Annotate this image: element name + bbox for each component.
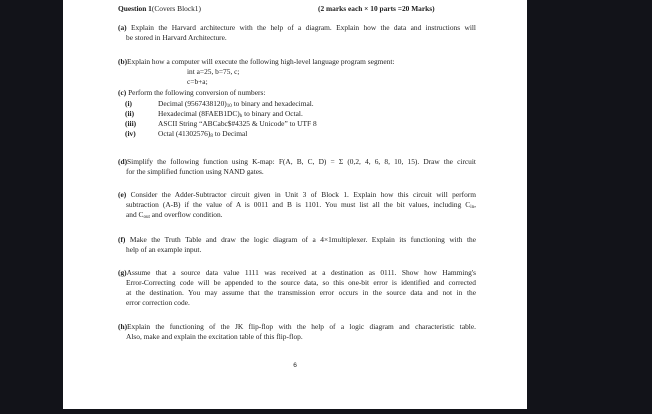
part-d-line-2: for the simplified function using NAND gates. xyxy=(126,167,264,176)
conversion-num-2: (ii) xyxy=(125,109,135,118)
part-b-label: (b) xyxy=(118,57,128,66)
part-f-label: (f) xyxy=(118,235,126,244)
punctuation: , xyxy=(474,200,476,209)
conversion-text: Decimal (9567438120) xyxy=(158,99,227,108)
part-c-label: (c) xyxy=(118,88,127,97)
carry-out-subscript: out xyxy=(143,215,150,220)
conversion-num-3: (iii) xyxy=(125,119,137,128)
code-line-1: int a=25, b=75, c; xyxy=(187,67,240,76)
conversion-text: Hexadecimal (8FAEB1DC) xyxy=(158,109,240,118)
carry-in-subscript: in xyxy=(470,205,475,210)
base-subscript: h xyxy=(239,114,243,119)
part-d-label: (d) xyxy=(118,157,128,166)
marks-info: (2 marks each × 10 parts =20 Marks) xyxy=(318,4,435,13)
part-c-text: Perform the following conversion of numbers: xyxy=(128,88,266,97)
part-e-line-2-text: subtraction (A-B) if the value of A is 0011 and B is 1101. You must list all the bit values, including C xyxy=(126,200,471,209)
code-line-2: c=b+a; xyxy=(187,77,208,86)
conversion-item-2 xyxy=(158,109,303,119)
part-g-label: (g) xyxy=(118,268,127,277)
part-b-text: Explain how a computer will execute the following high-level language program segment: xyxy=(127,57,395,66)
question-header xyxy=(118,4,201,14)
part-e-line-3-text: and C xyxy=(126,210,144,219)
conversion-num-4: (iv) xyxy=(125,129,136,138)
question-title: Question 1 xyxy=(118,4,152,13)
conversion-target: to binary and Octal. xyxy=(242,109,303,118)
part-g-line-4: error correction code. xyxy=(126,298,190,307)
conversion-target: to binary and hexadecimal. xyxy=(231,99,314,108)
part-e-line-3 xyxy=(118,210,476,220)
part-e-line-3-end: and overflow condition. xyxy=(149,210,223,219)
question-scope: (Covers Block1) xyxy=(151,4,201,13)
conversion-text: Octal (41302576) xyxy=(158,129,211,138)
document-page xyxy=(63,0,527,409)
part-e-line-2 xyxy=(118,200,476,210)
part-e-label: (e) xyxy=(118,190,127,199)
part-e-line-1: Consider the Adder-Subtractor circuit given in Unit 3 of Block 1. Explain how this circuit will perform xyxy=(130,190,476,199)
part-f-line-1: Make the Truth Table and draw the logic diagram of a 4×1multiplexer. Explain its functioning with the xyxy=(129,235,476,244)
base-subscript: 10 xyxy=(226,104,232,109)
part-f-line-2: help of an example input. xyxy=(126,245,202,254)
part-a-label: (a) xyxy=(118,23,127,32)
part-h xyxy=(118,322,476,342)
part-g-line-3: at the destination. You may assume that the transmission error occurs in the source data and not in the xyxy=(126,288,476,297)
conversion-text: ASCII String “ABCabc$#4325 & Unicode” to UTF 8 xyxy=(158,119,317,128)
conversion-item-4 xyxy=(158,129,247,139)
conversion-target: to Decimal xyxy=(212,129,248,138)
part-a-line-2: be stored in Harvard Architecture. xyxy=(126,33,227,42)
part-d-line-1: Simplify the following function using K-map: F(A, B, C, D) = Σ (0,2, 4, 6, 8, 10, 15). Draw the circuit xyxy=(127,157,476,166)
part-b xyxy=(118,57,394,67)
part-d xyxy=(118,157,476,177)
part-h-line-1: Explain the functioning of the JK flip-flop with the help of a logic diagram and characteristic table. xyxy=(127,322,476,331)
part-c xyxy=(118,88,265,98)
part-a-line-1: Explain the Harvard architecture with the help of a diagram. Explain how the data and instructions will xyxy=(131,23,476,32)
conversion-item-3 xyxy=(158,119,317,129)
part-g-line-1: Assume that a source data value 1111 was received at a destination as 0111. Show how Hamming's xyxy=(126,268,476,277)
conversion-item-1 xyxy=(158,99,314,109)
part-h-label: (h) xyxy=(118,322,128,331)
part-f xyxy=(118,235,476,255)
page-number: 6 xyxy=(293,362,297,369)
part-g-line-2: Error-Correcting code will be appended to the source data, so this one-bit error is identified and corrected xyxy=(126,278,476,287)
part-a xyxy=(118,23,476,43)
part-e xyxy=(118,190,476,220)
part-h-line-2: Also, make and explain the excitation table of this flip-flop. xyxy=(126,332,303,341)
conversion-num-1: (i) xyxy=(125,99,132,108)
part-g xyxy=(118,268,476,308)
base-subscript: 8 xyxy=(210,134,213,139)
